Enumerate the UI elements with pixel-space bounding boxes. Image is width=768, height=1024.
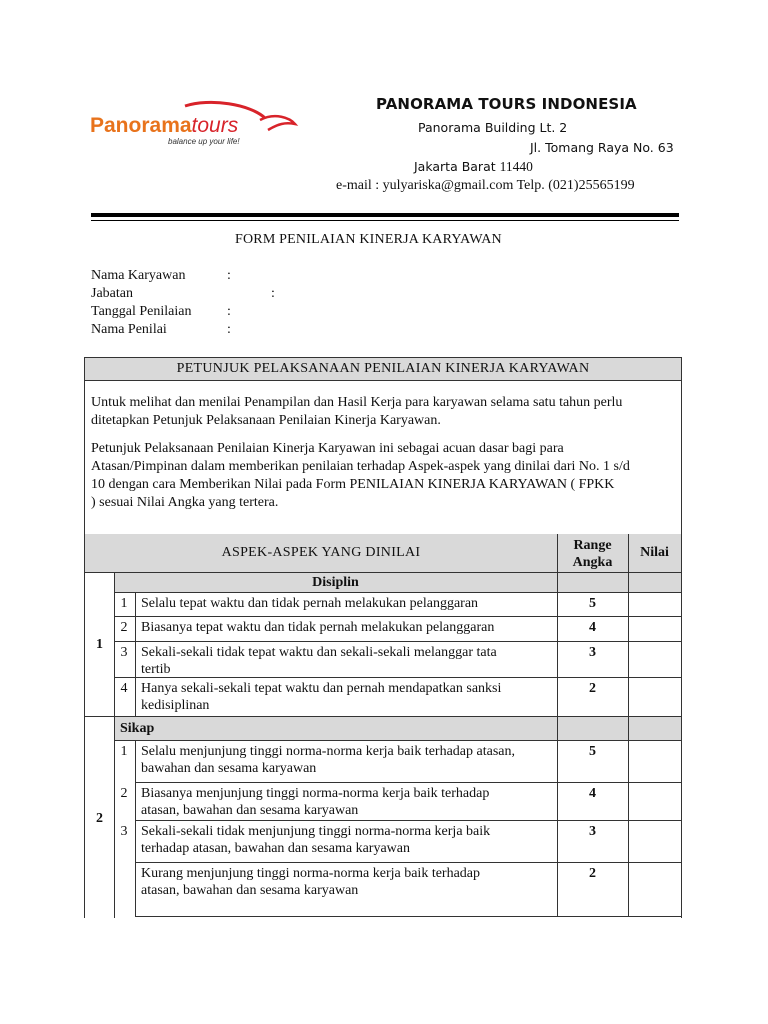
item-text-line: Biasanya menjunjung tinggi norma-norma kerja baik terhadap <box>141 786 490 801</box>
field-colon: : <box>271 286 275 301</box>
letterhead-divider-thin <box>91 220 679 221</box>
company-name: PANORAMA TOURS INDONESIA <box>376 95 637 113</box>
item-number: 1 <box>120 744 128 759</box>
item-number: 3 <box>120 824 128 839</box>
item-number: 4 <box>120 681 128 696</box>
item-text-line: Selalu menjunjung tinggi norma-norma kerja baik terhadap atasan, <box>141 744 515 759</box>
item-text-line: terhadap atasan, bawahan dan sesama karyawan <box>141 841 410 856</box>
item-number: 2 <box>120 620 128 635</box>
form-title: FORM PENILAIAN KINERJA KARYAWAN <box>235 232 502 247</box>
address-city-line <box>414 159 533 175</box>
grid-line <box>114 677 681 678</box>
address-zip: 11440 <box>499 159 533 174</box>
item-score: 3 <box>589 824 596 839</box>
item-text: Selalu tepat waktu dan tidak pernah melakukan pelanggaran <box>141 596 479 611</box>
column-header-nilai: Nilai <box>640 545 669 560</box>
section-2-number: 2 <box>96 811 103 826</box>
address-city: Jakarta Barat <box>414 159 496 174</box>
header-range-line: Range <box>573 538 612 553</box>
item-text <box>141 865 480 899</box>
field-label: Nama Karyawan <box>91 268 186 283</box>
item-text-line: atasan, bawahan dan sesama karyawan <box>141 803 359 818</box>
item-text <box>141 680 501 714</box>
field-label: Nama Penilai <box>91 322 167 337</box>
svg-text:Panoramatours <box>90 114 239 137</box>
grid-line <box>628 534 629 917</box>
grid-line <box>135 592 136 716</box>
instructions-paragraph-1 <box>91 394 675 430</box>
header-range-line: Angka <box>572 555 613 570</box>
section-1-title: Disiplin <box>312 575 359 590</box>
column-header-aspek: ASPEK-ASPEK YANG DINILAI <box>221 545 421 560</box>
grid-line <box>135 782 681 783</box>
grid-line <box>85 572 681 573</box>
grid-line <box>114 641 681 642</box>
item-score: 5 <box>589 596 596 611</box>
item-text <box>141 644 497 678</box>
item-score: 5 <box>589 744 596 759</box>
instructions-text-line: Petunjuk Pelaksanaan Penilaian Kinerja Karyawan ini sebagai acuan dasar bagi para <box>91 441 564 456</box>
contact-line: e-mail : yulyariska@gmail.com Telp. (021)25565199 <box>336 178 635 193</box>
grid-line <box>85 716 681 717</box>
item-text-line: atasan, bawahan dan sesama karyawan <box>141 883 359 898</box>
item-text <box>141 823 490 857</box>
field-colon: : <box>227 304 231 319</box>
item-text-line: Hanya sekali-sekali tepat waktu dan pernah mendapatkan sanksi <box>141 681 502 696</box>
section-1-number: 1 <box>96 637 103 652</box>
instructions-paragraph-2 <box>91 440 675 512</box>
field-colon: : <box>227 322 231 337</box>
item-text <box>141 785 489 819</box>
field-label: Tanggal Penilaian <box>91 304 192 319</box>
section-title-background <box>114 717 681 740</box>
item-score: 4 <box>589 620 596 635</box>
instructions-text-line: Atasan/Pimpinan dalam memberikan penilaian terhadap Aspek-aspek yang dinilai dari No. 1 s/d <box>91 459 630 474</box>
grid-line <box>135 820 681 821</box>
item-text-line: Sekali-sekali tidak menjunjung tinggi norma-norma kerja baik <box>141 824 491 839</box>
field-colon: : <box>227 268 231 283</box>
grid-line <box>135 916 681 917</box>
grid-line <box>114 740 681 741</box>
column-header-range <box>557 537 628 571</box>
item-text-line: bawahan dan sesama karyawan <box>141 761 317 776</box>
section-2-title: Sikap <box>120 721 155 736</box>
letterhead-divider-thick <box>91 213 679 217</box>
instructions-text-line: Untuk melihat dan menilai Penampilan dan Hasil Kerja para karyawan selama satu tahun perlu <box>91 395 623 410</box>
item-text-line: Sekali-sekali tidak tepat waktu dan sekali-sekali melanggar tata <box>141 645 497 660</box>
assessment-table <box>84 357 682 918</box>
grid-line <box>114 592 681 593</box>
logo-brand-part1: Panorama <box>90 114 192 137</box>
item-number: 1 <box>120 596 128 611</box>
item-text-line: Kurang menjunjung tinggi norma-norma kerja baik terhadap <box>141 866 481 881</box>
logo-brand-part2: tours <box>191 114 239 137</box>
item-score: 2 <box>589 681 596 696</box>
instructions-text-line: ditetapkan Petunjuk Pelaksanaan Penilaian Kinerja Karyawan. <box>91 413 441 428</box>
instructions-text-line: 10 dengan cara Memberikan Nilai pada Form PENILAIAN KINERJA KARYAWAN ( FPKK <box>91 477 615 492</box>
grid-line <box>135 740 136 917</box>
company-logo <box>90 100 305 150</box>
grid-line <box>114 572 115 918</box>
item-text-line: tertib <box>141 662 171 677</box>
address-line-2: Jl. Tomang Raya No. 63 <box>530 140 674 155</box>
item-number: 3 <box>120 645 128 660</box>
grid-line <box>114 616 681 617</box>
grid-line <box>135 862 681 863</box>
item-score: 3 <box>589 645 596 660</box>
item-score: 2 <box>589 866 596 881</box>
item-text-line: kedisiplinan <box>141 698 210 713</box>
address-line-1: Panorama Building Lt. 2 <box>418 120 568 135</box>
field-label: Jabatan <box>91 286 133 301</box>
instructions-body <box>85 381 681 543</box>
instructions-text-line: ) sesuai Nilai Angka yang tertera. <box>91 495 279 510</box>
item-score: 4 <box>589 786 596 801</box>
item-number: 2 <box>120 786 128 801</box>
grid-line <box>557 534 558 917</box>
logo-tagline: balance up your life! <box>168 137 240 146</box>
item-text <box>141 743 515 777</box>
instructions-heading: PETUNJUK PELAKSANAAN PENILAIAN KINERJA KARYAWAN <box>85 358 681 381</box>
item-text: Biasanya tepat waktu dan tidak pernah melakukan pelanggaran <box>141 620 495 635</box>
